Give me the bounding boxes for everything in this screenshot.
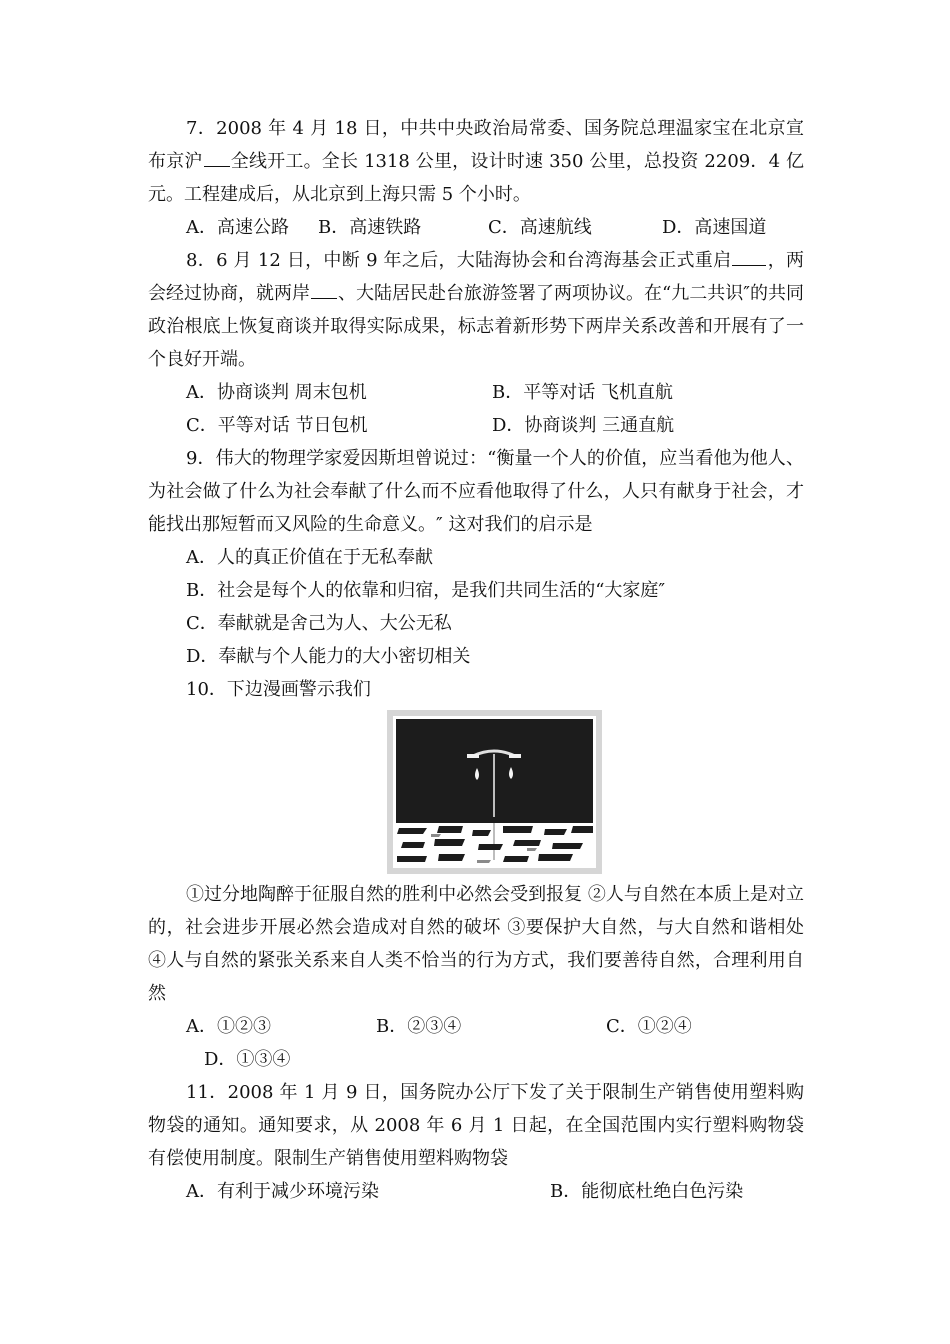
q8-option-b: B．平等对话 飞机直航 bbox=[492, 382, 673, 403]
question-7-text-a: 7．2008 年 4 月 18 日，中共中央政治局常委、国务院总理温家宝在北京宣布京沪 bbox=[148, 118, 804, 172]
q9-option-c: C．奉献就是舍己为人、大公无私 bbox=[186, 613, 452, 634]
q9-option-b: B．社会是每个人的依靠和归宿，是我们共同生活的“大家庭″ bbox=[186, 580, 666, 601]
question-8-text-a: 8．6 月 12 日，中断 9 年之后，大陆海协会和台湾海基会正式重启 bbox=[186, 250, 732, 271]
question-content bbox=[148, 112, 804, 1208]
q10-option-c: C．①②④ bbox=[606, 1016, 692, 1037]
question-10-options-row-2 bbox=[148, 1043, 804, 1076]
q11-option-b: B．能彻底杜绝白色污染 bbox=[550, 1181, 744, 1202]
question-7-blank bbox=[204, 148, 230, 167]
q8-option-a: A．协商谈判 周末包机 bbox=[186, 382, 367, 403]
question-8-options-row-1 bbox=[148, 376, 804, 409]
question-7-options bbox=[148, 211, 804, 244]
question-11-options bbox=[148, 1175, 804, 1208]
q9-option-d: D．奉献与个人能力的大小密切相关 bbox=[186, 646, 471, 667]
question-7-text-b: 全线开工。全长 1318 公里，设计时速 350 公里，总投资 2209．4 亿元。工程建成后，从北京到上海只需 5 个小时。 bbox=[148, 151, 804, 205]
q11-option-a: A．有利于减少环境污染 bbox=[186, 1181, 379, 1202]
q8-option-c: C．平等对话 节日包机 bbox=[186, 415, 368, 436]
question-8-stem bbox=[148, 244, 804, 376]
question-9-stem: 9．伟大的物理学家爱因斯坦曾说过：“衡量一个人的价值，应当看他为他人、为社会做了什么为社会奉献了什么而不应看他取得了什么，人只有献身于社会，才能找出那短暂而又风险的生命意义。″ 这对我们的启示是 bbox=[148, 448, 804, 535]
cartoon-figure bbox=[148, 706, 804, 878]
q7-option-b: B．高速铁路 bbox=[318, 217, 422, 238]
question-10-statements: ①过分地陶醉于征服自然的胜利中必然会受到报复 ②人与自然在本质上是对立的，社会进步开展必然会造成对自然的破坏 ③要保护大自然，与大自然和谐相处 ④人与自然的紧张关系来自人类不恰当的行为方式，我们要善待自然，合理利用自然 bbox=[148, 884, 804, 1004]
question-8-text-b: ，两会经过协商，就两岸 bbox=[148, 250, 805, 304]
question-8-options-row-2 bbox=[148, 409, 804, 442]
question-8-blank-1 bbox=[732, 247, 766, 266]
q7-option-c: C．高速航线 bbox=[488, 217, 592, 238]
q10-option-b: B．②③④ bbox=[376, 1016, 462, 1037]
q7-option-a: A．高速公路 bbox=[186, 217, 289, 238]
q7-option-d: D．高速国道 bbox=[662, 217, 767, 238]
question-11-stem: 11．2008 年 1 月 9 日，国务院办公厅下发了关于限制生产销售使用塑料购物袋的通知。通知要求，从 2008 年 6 月 1 日起，在全国范围内实行塑料购物袋有偿使用制度。限制生产销售使用塑料购物袋 bbox=[148, 1082, 804, 1169]
q10-option-d: D．①③④ bbox=[204, 1049, 291, 1070]
q10-option-a: A．①②③ bbox=[186, 1016, 271, 1037]
cartoon-image bbox=[387, 710, 602, 874]
q8-option-d: D．协商谈判 三通直航 bbox=[492, 415, 675, 436]
q9-option-a: A．人的真正价值在于无私奉献 bbox=[186, 547, 433, 568]
question-8-blank-2 bbox=[311, 280, 337, 299]
question-10-stem: 10．下边漫画警示我们 bbox=[186, 679, 371, 700]
question-8-text-c: 、大陆居民赴台旅游签署了两项协议。在“九二共识″的共同政治根底上恢复商谈并取得实际成果，标志着新形势下两岸关系改善和开展有了一个良好开端。 bbox=[148, 283, 804, 370]
question-10-options-row-1 bbox=[148, 1010, 804, 1043]
question-7-stem bbox=[148, 112, 804, 211]
